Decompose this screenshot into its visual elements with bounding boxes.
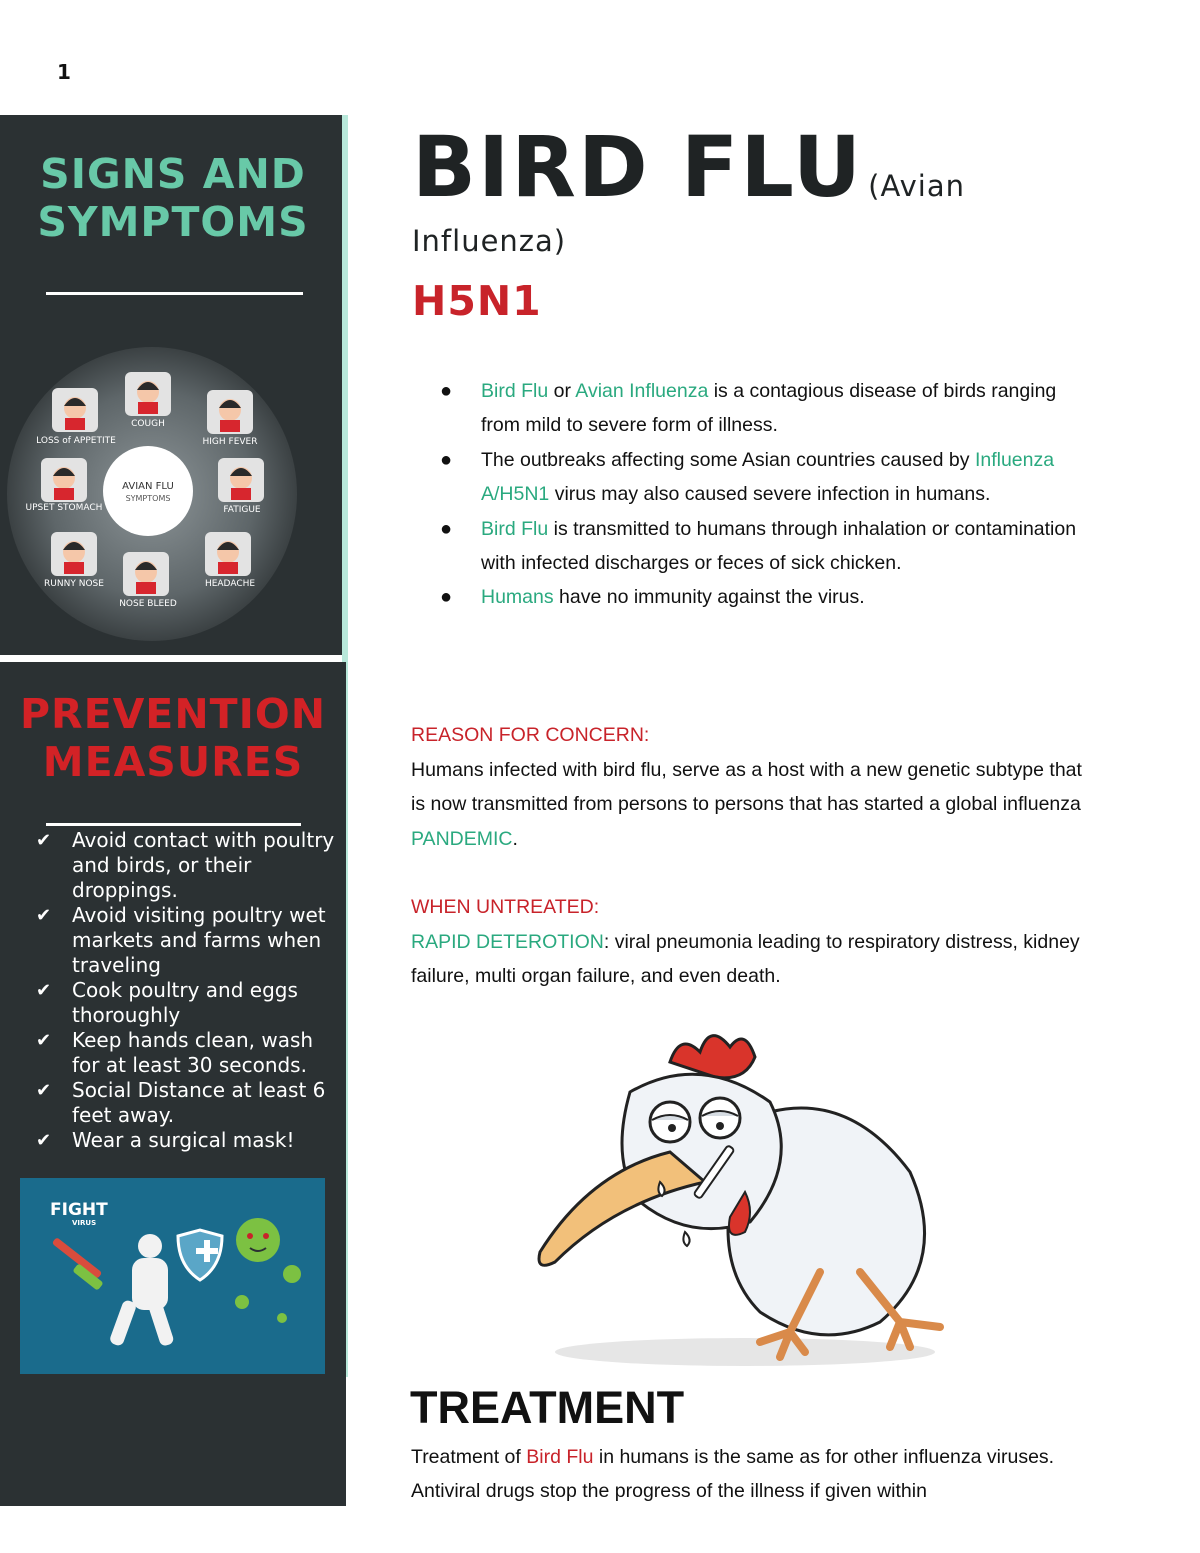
list-item: ● Bird Flu or Avian Influenza is a contagious disease of birds ranging from mild to severe form of illness. bbox=[440, 374, 1100, 443]
symptom-label: HIGH FEVER bbox=[202, 437, 258, 447]
symptom-wheel-graphic bbox=[6, 346, 298, 642]
checkmark-icon: ✔ bbox=[36, 830, 52, 851]
concern-paragraph: Humans infected with bird flu, serve as a host with a new genetic subtype that is now transmitted from persons to persons that has started a global influenza PANDEMIC. bbox=[411, 759, 1082, 850]
list-item: ✔ Avoid contact with poultry and birds, or their droppings. bbox=[36, 828, 335, 902]
checkmark-icon: ✔ bbox=[36, 980, 52, 1001]
title-parenthetical-start: (Avian bbox=[868, 169, 965, 203]
list-item: ✔ Cook poultry and eggs thoroughly bbox=[36, 978, 298, 1027]
prevention-divider bbox=[46, 823, 301, 826]
signs-divider bbox=[46, 292, 303, 295]
symptom-face-icon bbox=[52, 388, 98, 432]
prevention-heading-line1: PREVENTION bbox=[19, 690, 327, 738]
checkmark-icon: ✔ bbox=[36, 1130, 52, 1151]
bullet-icon: ● bbox=[440, 380, 453, 402]
symptom-face-icon bbox=[123, 552, 169, 596]
symptom-label: RUNNY NOSE bbox=[44, 579, 104, 589]
concern-label: REASON FOR CONCERN: bbox=[411, 724, 650, 746]
untreated-label: WHEN UNTREATED: bbox=[411, 896, 600, 918]
wheel-center-line1: AVIAN FLU bbox=[122, 481, 174, 492]
fight-virus-banner bbox=[20, 1178, 325, 1374]
prevention-heading-line2: MEASURES bbox=[42, 738, 304, 786]
symptom-label: UPSET STOMACH bbox=[25, 503, 103, 513]
strain-heading: H5N1 bbox=[412, 277, 542, 325]
banner-title: FIGHT bbox=[50, 1200, 108, 1220]
bullet-icon: ● bbox=[440, 586, 453, 609]
signs-heading-line2: SYMPTOMS bbox=[37, 198, 309, 246]
list-item: ● Humans have no immunity against the virus. bbox=[440, 580, 1100, 614]
symptom-face-icon bbox=[125, 372, 171, 416]
checkmark-icon: ✔ bbox=[36, 1030, 52, 1051]
list-item: ● The outbreaks affecting some Asian countries caused by Influenza A/H5N1 virus may also caused severe infection in humans. bbox=[440, 443, 1100, 512]
symptom-label: FATIGUE bbox=[223, 505, 261, 515]
symptom-label: COUGH bbox=[131, 419, 165, 429]
fight-virus-illustration bbox=[20, 1178, 325, 1374]
checkmark-icon: ✔ bbox=[36, 905, 52, 926]
page-number: 1 bbox=[57, 60, 71, 84]
page-title bbox=[412, 118, 1152, 216]
untreated-paragraph: RAPID DETEROTION: viral pneumonia leading to respiratory distress, kidney failure, multi organ failure, and even death. bbox=[411, 931, 1080, 988]
symptom-face-icon bbox=[205, 532, 251, 576]
facts-list bbox=[440, 374, 1100, 615]
prevention-list bbox=[36, 828, 346, 1153]
main-title: BIRD FLU bbox=[412, 118, 864, 216]
treatment-heading: TREATMENT bbox=[410, 1382, 685, 1433]
symptom-face-icon bbox=[51, 532, 97, 576]
symptom-label: HEADACHE bbox=[204, 579, 256, 589]
symptom-face-icon bbox=[41, 458, 87, 502]
symptom-label: LOSS of APPETITE bbox=[36, 436, 116, 446]
symptom-face-icon bbox=[207, 390, 253, 434]
checkmark-icon: ✔ bbox=[36, 1080, 52, 1101]
list-item: ● Bird Flu is transmitted to humans through inhalation or contamination with infected discharges or feces of sick chicken. bbox=[440, 512, 1100, 581]
banner-subtitle: VIRUS bbox=[72, 1219, 97, 1227]
bullet-icon: ● bbox=[440, 448, 453, 471]
signs-symptoms-heading bbox=[0, 150, 346, 246]
list-item: ✔ Keep hands clean, wash for at least 30 seconds. bbox=[36, 1028, 314, 1077]
signs-heading-line1: SIGNS AND bbox=[40, 150, 306, 198]
prevention-heading bbox=[0, 690, 346, 786]
wheel-center-line2: SYMPTOMS bbox=[125, 494, 171, 503]
title-parenthetical-end: Influenza) bbox=[412, 224, 567, 258]
list-item: ✔ Social Distance at least 6 feet away. bbox=[36, 1078, 326, 1127]
symptom-label: NOSE BLEED bbox=[119, 599, 177, 609]
symptom-face-icon bbox=[218, 458, 264, 502]
treatment-paragraph: Treatment of Bird Flu in humans is the same as for other influenza viruses. Antiviral drugs stop the progress of the illness if given within bbox=[411, 1446, 1055, 1503]
sick-chicken-illustration bbox=[520, 1022, 970, 1374]
list-item: ✔ Avoid visiting poultry wet markets and farms when traveling bbox=[36, 903, 326, 977]
bullet-icon: ● bbox=[440, 517, 453, 540]
list-item: ✔ Wear a surgical mask! bbox=[36, 1128, 295, 1152]
